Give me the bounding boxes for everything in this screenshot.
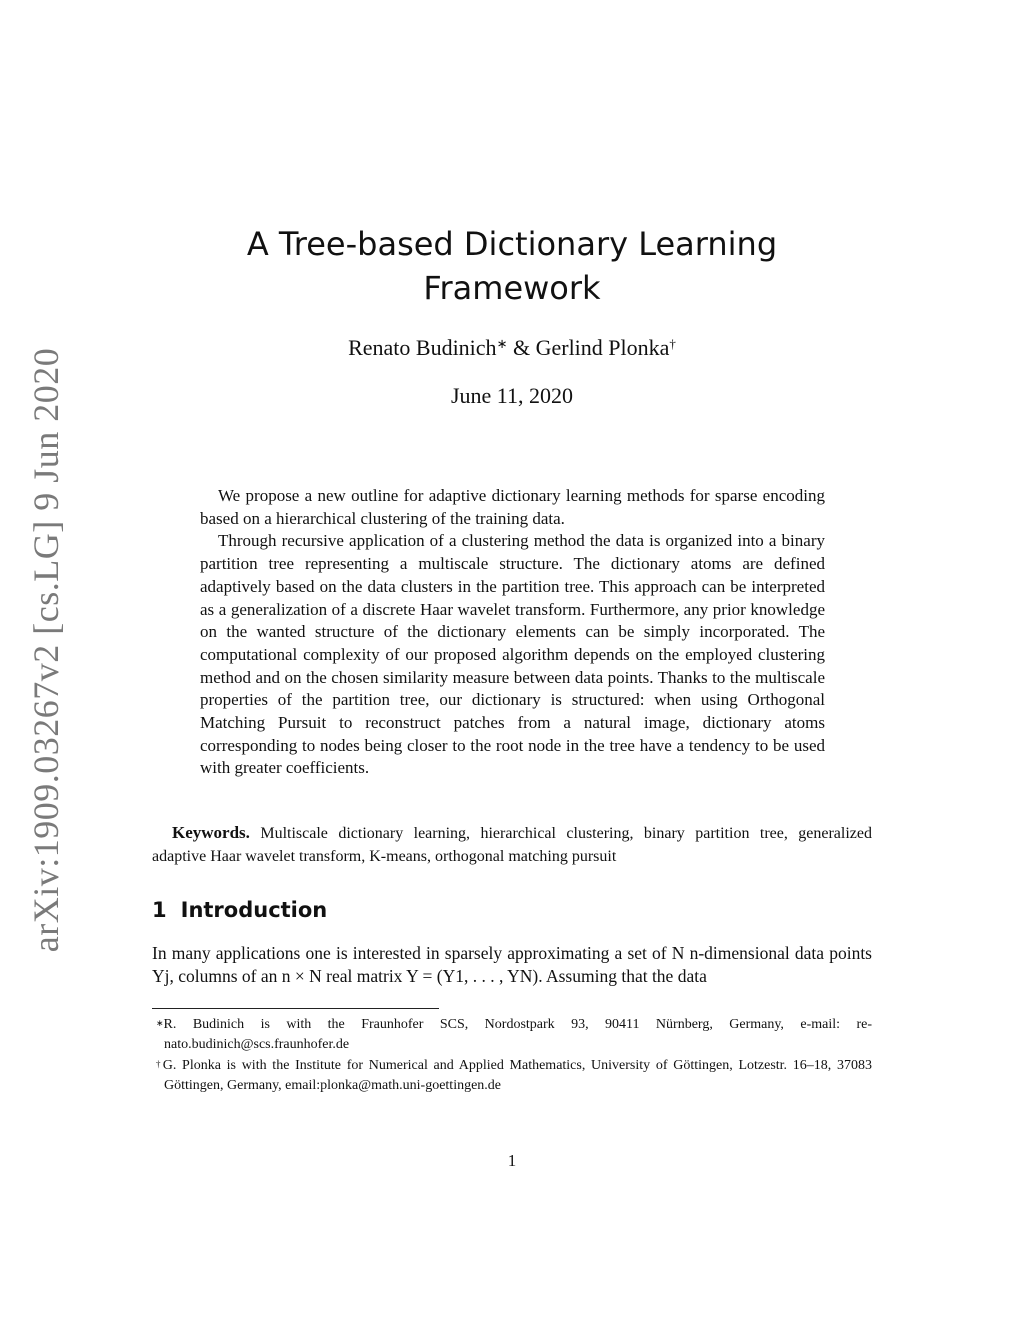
section-number: 1 [152, 898, 167, 922]
footnotes [152, 1015, 872, 1097]
author-footnote-mark-1: ∗ [496, 336, 508, 351]
author-list [150, 334, 874, 362]
footnote-1 [152, 1015, 872, 1055]
keywords-block [152, 822, 872, 868]
section-title: Introduction [180, 898, 328, 922]
abstract [200, 485, 825, 780]
title-line-2: Framework [423, 269, 601, 307]
author-name-1: Renato Budinich [348, 335, 497, 360]
footnote-text-2: G. Plonka is with the Institute for Numerical and Applied Mathematics, University of Göttingen, Lotzestr. 16–18, 37083 Göttingen, Germany, email:plonka@math.uni-goettingen.de [162, 1058, 872, 1093]
keywords-text: Multiscale dictionary learning, hierarchical clustering, binary partition tree, generalized adaptive Haar wavelet transform, K-means, orthogonal matching pursuit [152, 825, 873, 865]
abstract-paragraph-1: We propose a new outline for adaptive dictionary learning methods for sparse encoding based on a hierarchical clustering of the training data. [200, 486, 825, 528]
page-number: 1 [507, 1151, 517, 1170]
section-heading-introduction [152, 896, 872, 924]
footnote-2 [152, 1056, 872, 1096]
author-name-2: Gerlind Plonka [535, 335, 670, 360]
paper-title [150, 222, 874, 310]
publication-date: June 11, 2020 [450, 383, 573, 408]
footnote-mark-2: † [156, 1059, 163, 1069]
abstract-paragraph-2: Through recursive application of a clustering method the data is organized into a binary partition tree representing a multiscale structure. The dictionary atoms are defined adaptively based on the data clusters in the partition tree. This approach can be interpreted as a generalization of a discrete Haar wavelet transform. Furthermore, any prior knowledge on the wanted structure of the dictionary elements can be simply incorporated. The computational complexity of our proposed algorithm depends on the employed clustering method and on the chosen similarity measure between data points. Thanks to the multiscale properties of the partition tree, our dictionary is structured: when using Orthogonal Matching Pursuit to reconstruct patches from a natural image, dictionary atoms corresponding to nodes being closer to the root node in the tree have a tendency to be used with greater coefficients. [200, 531, 825, 778]
author-footnote-mark-2: † [669, 336, 676, 351]
footnote-divider [152, 1008, 439, 1009]
title-line-1: A Tree-based Dictionary Learning [246, 225, 778, 263]
footnote-mark-1: ∗ [156, 1018, 164, 1028]
author-separator: & [507, 335, 536, 360]
arxiv-identifier-stamp: arXiv:1909.03267v2 [cs.LG] 9 Jun 2020 [26, 347, 66, 953]
keywords-label: Keywords. [172, 823, 250, 842]
introduction-paragraph: In many applications one is interested in sparsely approximating a set of N n-dimensional data points Yj, columns of an n × N real matrix Y = (Y1, . . . , YN). Assuming that the data [152, 943, 872, 986]
introduction-body [152, 942, 872, 987]
footnote-text-1: R. Budinich is with the Fraunhofer SCS, Nordostpark 93, 90411 Nürnberg, Germany, e-mail: renato.budinich@scs.fraunhofer.de [163, 1017, 872, 1052]
